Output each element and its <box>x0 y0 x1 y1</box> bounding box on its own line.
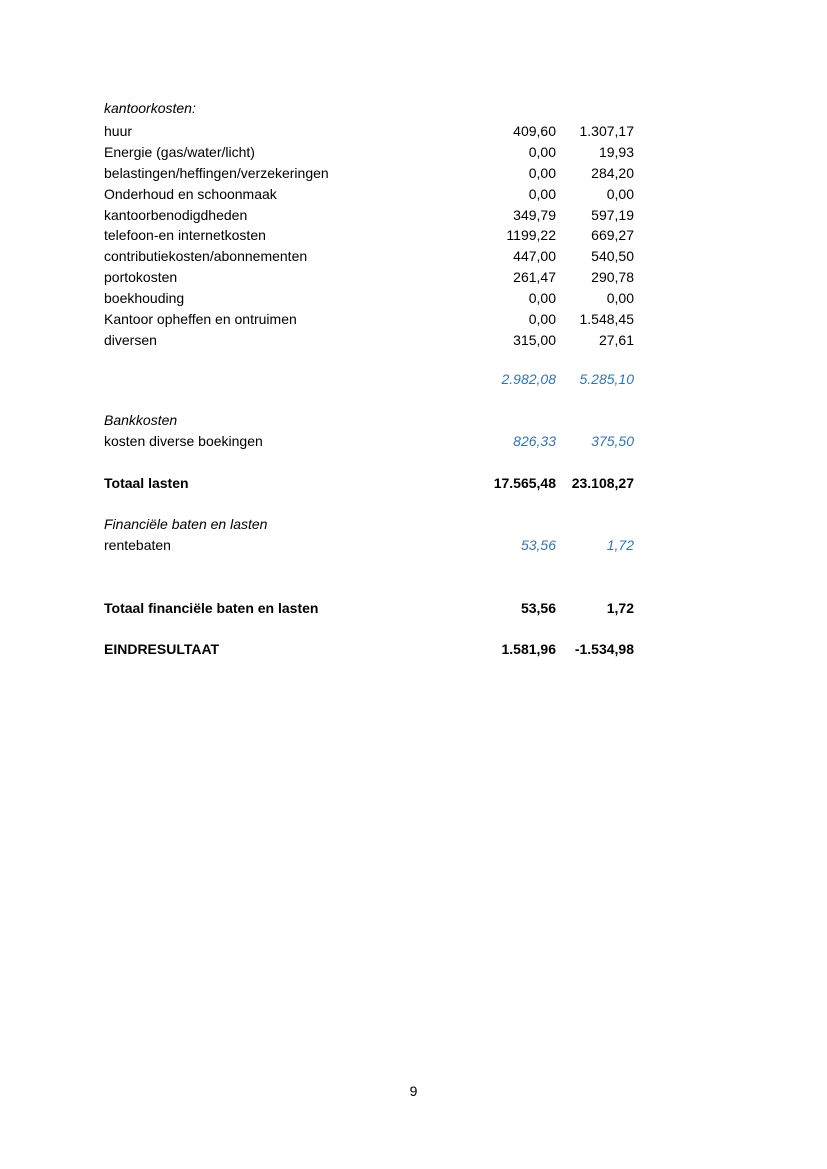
table-row <box>104 431 634 451</box>
table-row <box>104 330 634 350</box>
row-value-current: 0,00 <box>528 311 556 327</box>
table-row <box>104 121 634 141</box>
table-row <box>104 225 634 245</box>
final-result-label: EINDRESULTAAT <box>104 641 220 657</box>
row-value-current: 0,00 <box>528 290 556 306</box>
table-row <box>104 309 634 329</box>
row-value-previous: 1,72 <box>606 537 634 553</box>
row-value-previous: 27,61 <box>598 332 634 348</box>
row-value-current: 0,00 <box>528 165 556 181</box>
row-value-current: 1199,22 <box>506 227 556 243</box>
row-label: telefoon-en internetkosten <box>104 227 266 243</box>
row-value-previous: 597,19 <box>591 207 634 223</box>
row-value-previous: 0,00 <box>606 290 634 306</box>
row-label: Energie (gas/water/licht) <box>104 144 255 160</box>
row-label: belastingen/heffingen/verzekeringen <box>104 165 329 181</box>
row-value-previous: 284,20 <box>591 165 634 181</box>
row-label: portokosten <box>104 269 178 285</box>
row-value-current: 261,47 <box>513 269 556 285</box>
table-row <box>104 184 634 204</box>
row-label: Onderhoud en schoonmaak <box>104 186 277 202</box>
row-label: boekhouding <box>104 290 185 306</box>
subtotal-value-previous: 5.285,10 <box>579 371 634 387</box>
total-costs-previous: 23.108,27 <box>571 475 634 491</box>
row-label: diversen <box>104 332 157 348</box>
row-value-previous: 1.548,45 <box>579 311 634 327</box>
total-costs-label: Totaal lasten <box>104 475 189 491</box>
row-value-current: 0,00 <box>528 144 556 160</box>
row-value-current: 0,00 <box>528 186 556 202</box>
row-value-current: 447,00 <box>513 248 556 264</box>
table-row <box>104 205 634 225</box>
row-value-previous: 290,78 <box>591 269 634 285</box>
row-value-current: 409,60 <box>513 123 556 139</box>
row-value-previous: 669,27 <box>591 227 634 243</box>
total-financial-previous: 1,72 <box>606 600 634 616</box>
office-costs-heading-row <box>104 98 634 118</box>
subtotal-value-current: 2.982,08 <box>501 371 556 387</box>
final-result-current: 1.581,96 <box>501 641 556 657</box>
table-row <box>104 246 634 266</box>
table-row <box>104 163 634 183</box>
final-result-previous: -1.534,98 <box>574 641 634 657</box>
row-value-current: 826,33 <box>513 433 556 449</box>
row-value-previous: 0,00 <box>606 186 634 202</box>
table-row <box>104 267 634 287</box>
table-row <box>104 288 634 308</box>
bank-costs-heading: Bankkosten <box>104 412 178 428</box>
row-label: kosten diverse boekingen <box>104 433 263 449</box>
total-financial-label: Totaal financiële baten en lasten <box>104 600 319 616</box>
total-financial-current: 53,56 <box>520 600 556 616</box>
row-label: contributiekosten/abonnementen <box>104 248 308 264</box>
final-result-row <box>104 639 634 659</box>
bank-costs-heading-row <box>104 410 634 430</box>
row-label: huur <box>104 123 133 139</box>
row-label: Kantoor opheffen en ontruimen <box>104 311 297 327</box>
financial-heading-row <box>104 514 634 534</box>
row-value-current: 315,00 <box>513 332 556 348</box>
total-costs-row <box>104 473 634 493</box>
total-financial-row <box>104 598 634 618</box>
total-costs-current: 17.565,48 <box>493 475 556 491</box>
row-value-previous: 1.307,17 <box>579 123 634 139</box>
row-label: rentebaten <box>104 537 171 553</box>
row-value-current: 349,79 <box>513 207 556 223</box>
row-value-previous: 19,93 <box>598 144 634 160</box>
financial-heading: Financiële baten en lasten <box>104 516 268 532</box>
row-value-previous: 375,50 <box>591 433 634 449</box>
office-subtotal-row <box>104 369 634 389</box>
row-value-previous: 540,50 <box>591 248 634 264</box>
page-number: 9 <box>409 1083 418 1099</box>
row-label: kantoorbenodigdheden <box>104 207 248 223</box>
table-row <box>104 142 634 162</box>
office-costs-heading: kantoorkosten: <box>104 100 196 116</box>
row-value-current: 53,56 <box>520 537 556 553</box>
table-row <box>104 535 634 555</box>
